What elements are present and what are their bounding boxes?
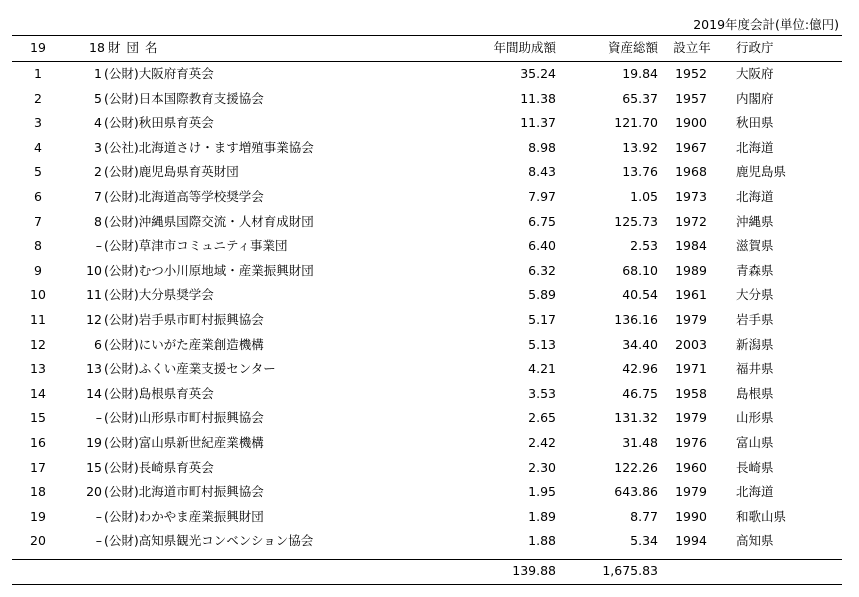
grant-amount-cell: 2.65 xyxy=(528,410,556,426)
grant-amount-cell: 4.21 xyxy=(528,361,556,377)
grant-amount-cell: 7.97 xyxy=(528,189,556,204)
total-assets-cell: 122.26 xyxy=(614,459,658,475)
rank-cell: 6 xyxy=(34,189,42,204)
total-assets-cell: 31.48 xyxy=(622,435,658,450)
table-row xyxy=(0,160,859,185)
total-assets-cell: 40.54 xyxy=(622,287,658,303)
rank-cell: 5 xyxy=(34,164,42,180)
table-caption: 2019年度会計(単位:億円) xyxy=(693,17,839,32)
table-row xyxy=(0,185,859,210)
authority-cell: 大阪府 xyxy=(736,66,774,81)
prev-rank-cell: 6 xyxy=(94,336,102,352)
established-year-cell: 1968 xyxy=(675,164,707,180)
header-rank: 19 xyxy=(30,40,46,55)
authority-cell: 岩手県 xyxy=(736,312,774,327)
rank-cell: 1 xyxy=(34,66,42,81)
prev-rank-cell: 4 xyxy=(94,115,102,131)
authority-cell: 滋賀県 xyxy=(736,238,774,254)
authority-cell: 秋田県 xyxy=(736,115,774,131)
foundation-name-cell: (公社)北海道さけ・ます増殖事業協会 xyxy=(104,139,314,155)
established-year-cell: 1971 xyxy=(675,361,707,377)
header-assets: 資産総額 xyxy=(607,40,658,55)
total-assets-cell: 42.96 xyxy=(622,361,658,377)
established-year-cell: 1990 xyxy=(675,508,707,524)
established-year-cell: 1973 xyxy=(675,189,707,204)
table-row xyxy=(0,357,859,382)
authority-cell: 高知県 xyxy=(736,533,774,549)
established-year-cell: 1979 xyxy=(675,410,707,426)
established-year-cell: 2003 xyxy=(675,336,707,352)
total-assets-cell: 8.77 xyxy=(630,508,658,524)
total-assets-cell: 1.05 xyxy=(630,189,658,204)
header-prev: 18 xyxy=(89,40,105,55)
total-assets-cell: 13.76 xyxy=(622,164,658,180)
rank-cell: 14 xyxy=(30,385,46,401)
table-row xyxy=(0,283,859,308)
authority-cell: 内閣府 xyxy=(736,90,774,106)
foundation-name-cell: (公財)日本国際教育支援協会 xyxy=(104,90,264,106)
grant-amount-cell: 1.95 xyxy=(528,484,556,500)
prev-rank-cell: 13 xyxy=(86,361,102,377)
foundation-name-cell: (公財)にいがた産業創造機構 xyxy=(104,336,264,352)
foundation-name-cell: (公財)草津市コミュニティ事業団 xyxy=(104,238,288,254)
table-row xyxy=(0,456,859,481)
table-row xyxy=(0,505,859,530)
foundation-name-cell: (公財)長崎県育英会 xyxy=(104,459,214,475)
authority-cell: 富山県 xyxy=(736,435,774,450)
grant-amount-cell: 11.38 xyxy=(520,90,556,106)
table-row xyxy=(0,210,859,235)
rank-cell: 13 xyxy=(30,361,46,377)
authority-cell: 和歌山県 xyxy=(736,508,787,524)
prev-rank-cell: 3 xyxy=(94,139,102,155)
established-year-cell: 1972 xyxy=(675,213,707,229)
total-assets-cell: 136.16 xyxy=(614,312,658,327)
rank-cell: 3 xyxy=(34,115,42,131)
prev-rank-cell: 14 xyxy=(86,385,102,401)
grant-amount-cell: 8.98 xyxy=(528,139,556,155)
grant-amount-cell: 6.32 xyxy=(528,262,556,278)
foundation-name-cell: (公財)大分県奨学会 xyxy=(104,287,214,303)
table-row xyxy=(0,259,859,284)
table-row xyxy=(0,308,859,333)
grant-amount-cell: 2.30 xyxy=(528,459,556,475)
prev-rank-cell: 5 xyxy=(94,90,102,106)
prev-rank-cell: 7 xyxy=(94,189,102,204)
total-assets-cell: 121.70 xyxy=(614,115,658,131)
header-gov: 行政庁 xyxy=(736,40,774,55)
table-row xyxy=(0,480,859,505)
authority-cell: 新潟県 xyxy=(736,336,774,352)
foundation-name-cell: (公財)沖縄県国際交流・人材育成財団 xyxy=(104,213,314,229)
rank-cell: 11 xyxy=(30,312,46,327)
total-assets: 1,675.83 xyxy=(602,563,658,578)
foundation-name-cell: (公財)北海道高等学校奨学会 xyxy=(104,189,264,204)
foundation-name-cell: (公財)わかやま産業振興財団 xyxy=(104,508,264,524)
header-name: 財 団 名 xyxy=(108,40,159,55)
established-year-cell: 1961 xyxy=(675,287,707,303)
established-year-cell: 1984 xyxy=(675,238,707,254)
rank-cell: 15 xyxy=(30,410,46,426)
foundation-name-cell: (公財)ふくい産業支援センター xyxy=(104,361,276,377)
grant-amount-cell: 6.40 xyxy=(528,238,556,254)
established-year-cell: 1989 xyxy=(675,262,707,278)
table-row xyxy=(0,136,859,161)
established-year-cell: 1958 xyxy=(675,385,707,401)
established-year-cell: 1900 xyxy=(675,115,707,131)
totals-row xyxy=(0,559,859,584)
foundation-name-cell: (公財)むつ小川原地域・産業振興財団 xyxy=(104,262,314,278)
established-year-cell: 1952 xyxy=(675,66,707,81)
rank-cell: 4 xyxy=(34,139,42,155)
bottom-rule xyxy=(12,584,842,585)
grant-amount-cell: 3.53 xyxy=(528,385,556,401)
prev-rank-cell: 15 xyxy=(86,459,102,475)
grant-amount-cell: 1.89 xyxy=(528,508,556,524)
foundation-name-cell: (公財)大阪府育英会 xyxy=(104,66,214,81)
grant-amount-cell: 6.75 xyxy=(528,213,556,229)
table-row xyxy=(0,234,859,259)
header-grant: 年間助成額 xyxy=(493,40,556,55)
authority-cell: 青森県 xyxy=(736,262,774,278)
authority-cell: 北海道 xyxy=(736,139,774,155)
authority-cell: 大分県 xyxy=(736,287,774,303)
grant-amount-cell: 8.43 xyxy=(528,164,556,180)
established-year-cell: 1967 xyxy=(675,139,707,155)
table-row xyxy=(0,333,859,358)
total-assets-cell: 46.75 xyxy=(622,385,658,401)
authority-cell: 鹿児島県 xyxy=(736,164,787,180)
total-assets-cell: 13.92 xyxy=(622,139,658,155)
rank-cell: 10 xyxy=(30,287,46,303)
table-row xyxy=(0,382,859,407)
total-grant: 139.88 xyxy=(512,563,556,578)
prev-rank-cell: – xyxy=(95,238,102,254)
rank-cell: 7 xyxy=(34,213,42,229)
grant-amount-cell: 5.89 xyxy=(528,287,556,303)
grant-amount-cell: 5.17 xyxy=(528,312,556,327)
authority-cell: 北海道 xyxy=(736,189,774,204)
rank-cell: 19 xyxy=(30,508,46,524)
foundation-name-cell: (公財)山形県市町村振興協会 xyxy=(104,410,264,426)
prev-rank-cell: 1 xyxy=(94,66,102,81)
prev-rank-cell: – xyxy=(95,508,102,524)
foundation-name-cell: (公財)高知県観光コンベンション協会 xyxy=(104,533,314,549)
rank-cell: 2 xyxy=(34,90,42,106)
prev-rank-cell: – xyxy=(95,533,102,549)
total-assets-cell: 131.32 xyxy=(614,410,658,426)
table-row xyxy=(0,529,859,554)
prev-rank-cell: – xyxy=(95,410,102,426)
prev-rank-cell: 2 xyxy=(94,164,102,180)
authority-cell: 沖縄県 xyxy=(736,213,774,229)
table-row xyxy=(0,431,859,456)
rank-cell: 16 xyxy=(30,435,46,450)
grant-amount-cell: 5.13 xyxy=(528,336,556,352)
total-assets-cell: 5.34 xyxy=(630,533,658,549)
established-year-cell: 1979 xyxy=(675,312,707,327)
rank-cell: 9 xyxy=(34,262,42,278)
table-row xyxy=(0,406,859,431)
prev-rank-cell: 11 xyxy=(86,287,102,303)
prev-rank-cell: 12 xyxy=(86,312,102,327)
prev-rank-cell: 10 xyxy=(86,262,102,278)
established-year-cell: 1976 xyxy=(675,435,707,450)
rank-cell: 17 xyxy=(30,459,46,475)
table-row xyxy=(0,87,859,112)
prev-rank-cell: 8 xyxy=(94,213,102,229)
foundation-name-cell: (公財)北海道市町村振興協会 xyxy=(104,484,264,500)
prev-rank-cell: 19 xyxy=(86,435,102,450)
authority-cell: 島根県 xyxy=(736,385,774,401)
total-assets-cell: 643.86 xyxy=(614,484,658,500)
foundation-name-cell: (公財)岩手県市町村振興協会 xyxy=(104,312,264,327)
rank-cell: 18 xyxy=(30,484,46,500)
authority-cell: 北海道 xyxy=(736,484,774,500)
foundation-name-cell: (公財)島根県育英会 xyxy=(104,385,214,401)
foundation-name-cell: (公財)秋田県育英会 xyxy=(104,115,214,131)
authority-cell: 福井県 xyxy=(736,361,774,377)
established-year-cell: 1957 xyxy=(675,90,707,106)
grant-amount-cell: 2.42 xyxy=(528,435,556,450)
established-year-cell: 1960 xyxy=(675,459,707,475)
rank-cell: 20 xyxy=(30,533,46,549)
table-row xyxy=(0,62,859,87)
header-row xyxy=(0,36,859,61)
rank-cell: 8 xyxy=(34,238,42,254)
grant-amount-cell: 11.37 xyxy=(520,115,556,131)
established-year-cell: 1994 xyxy=(675,533,707,549)
foundation-name-cell: (公財)鹿児島県育英財団 xyxy=(104,164,239,180)
total-assets-cell: 125.73 xyxy=(614,213,658,229)
table-row xyxy=(0,111,859,136)
grant-amount-cell: 1.88 xyxy=(528,533,556,549)
grant-amount-cell: 35.24 xyxy=(520,66,556,81)
header-year: 設立年 xyxy=(673,40,711,55)
total-assets-cell: 2.53 xyxy=(630,238,658,254)
authority-cell: 山形県 xyxy=(736,410,774,426)
total-assets-cell: 68.10 xyxy=(622,262,658,278)
authority-cell: 長崎県 xyxy=(736,459,774,475)
established-year-cell: 1979 xyxy=(675,484,707,500)
total-assets-cell: 19.84 xyxy=(622,66,658,81)
foundation-name-cell: (公財)富山県新世紀産業機構 xyxy=(104,435,264,450)
total-assets-cell: 34.40 xyxy=(622,336,658,352)
prev-rank-cell: 20 xyxy=(86,484,102,500)
total-assets-cell: 65.37 xyxy=(622,90,658,106)
rank-cell: 12 xyxy=(30,336,46,352)
